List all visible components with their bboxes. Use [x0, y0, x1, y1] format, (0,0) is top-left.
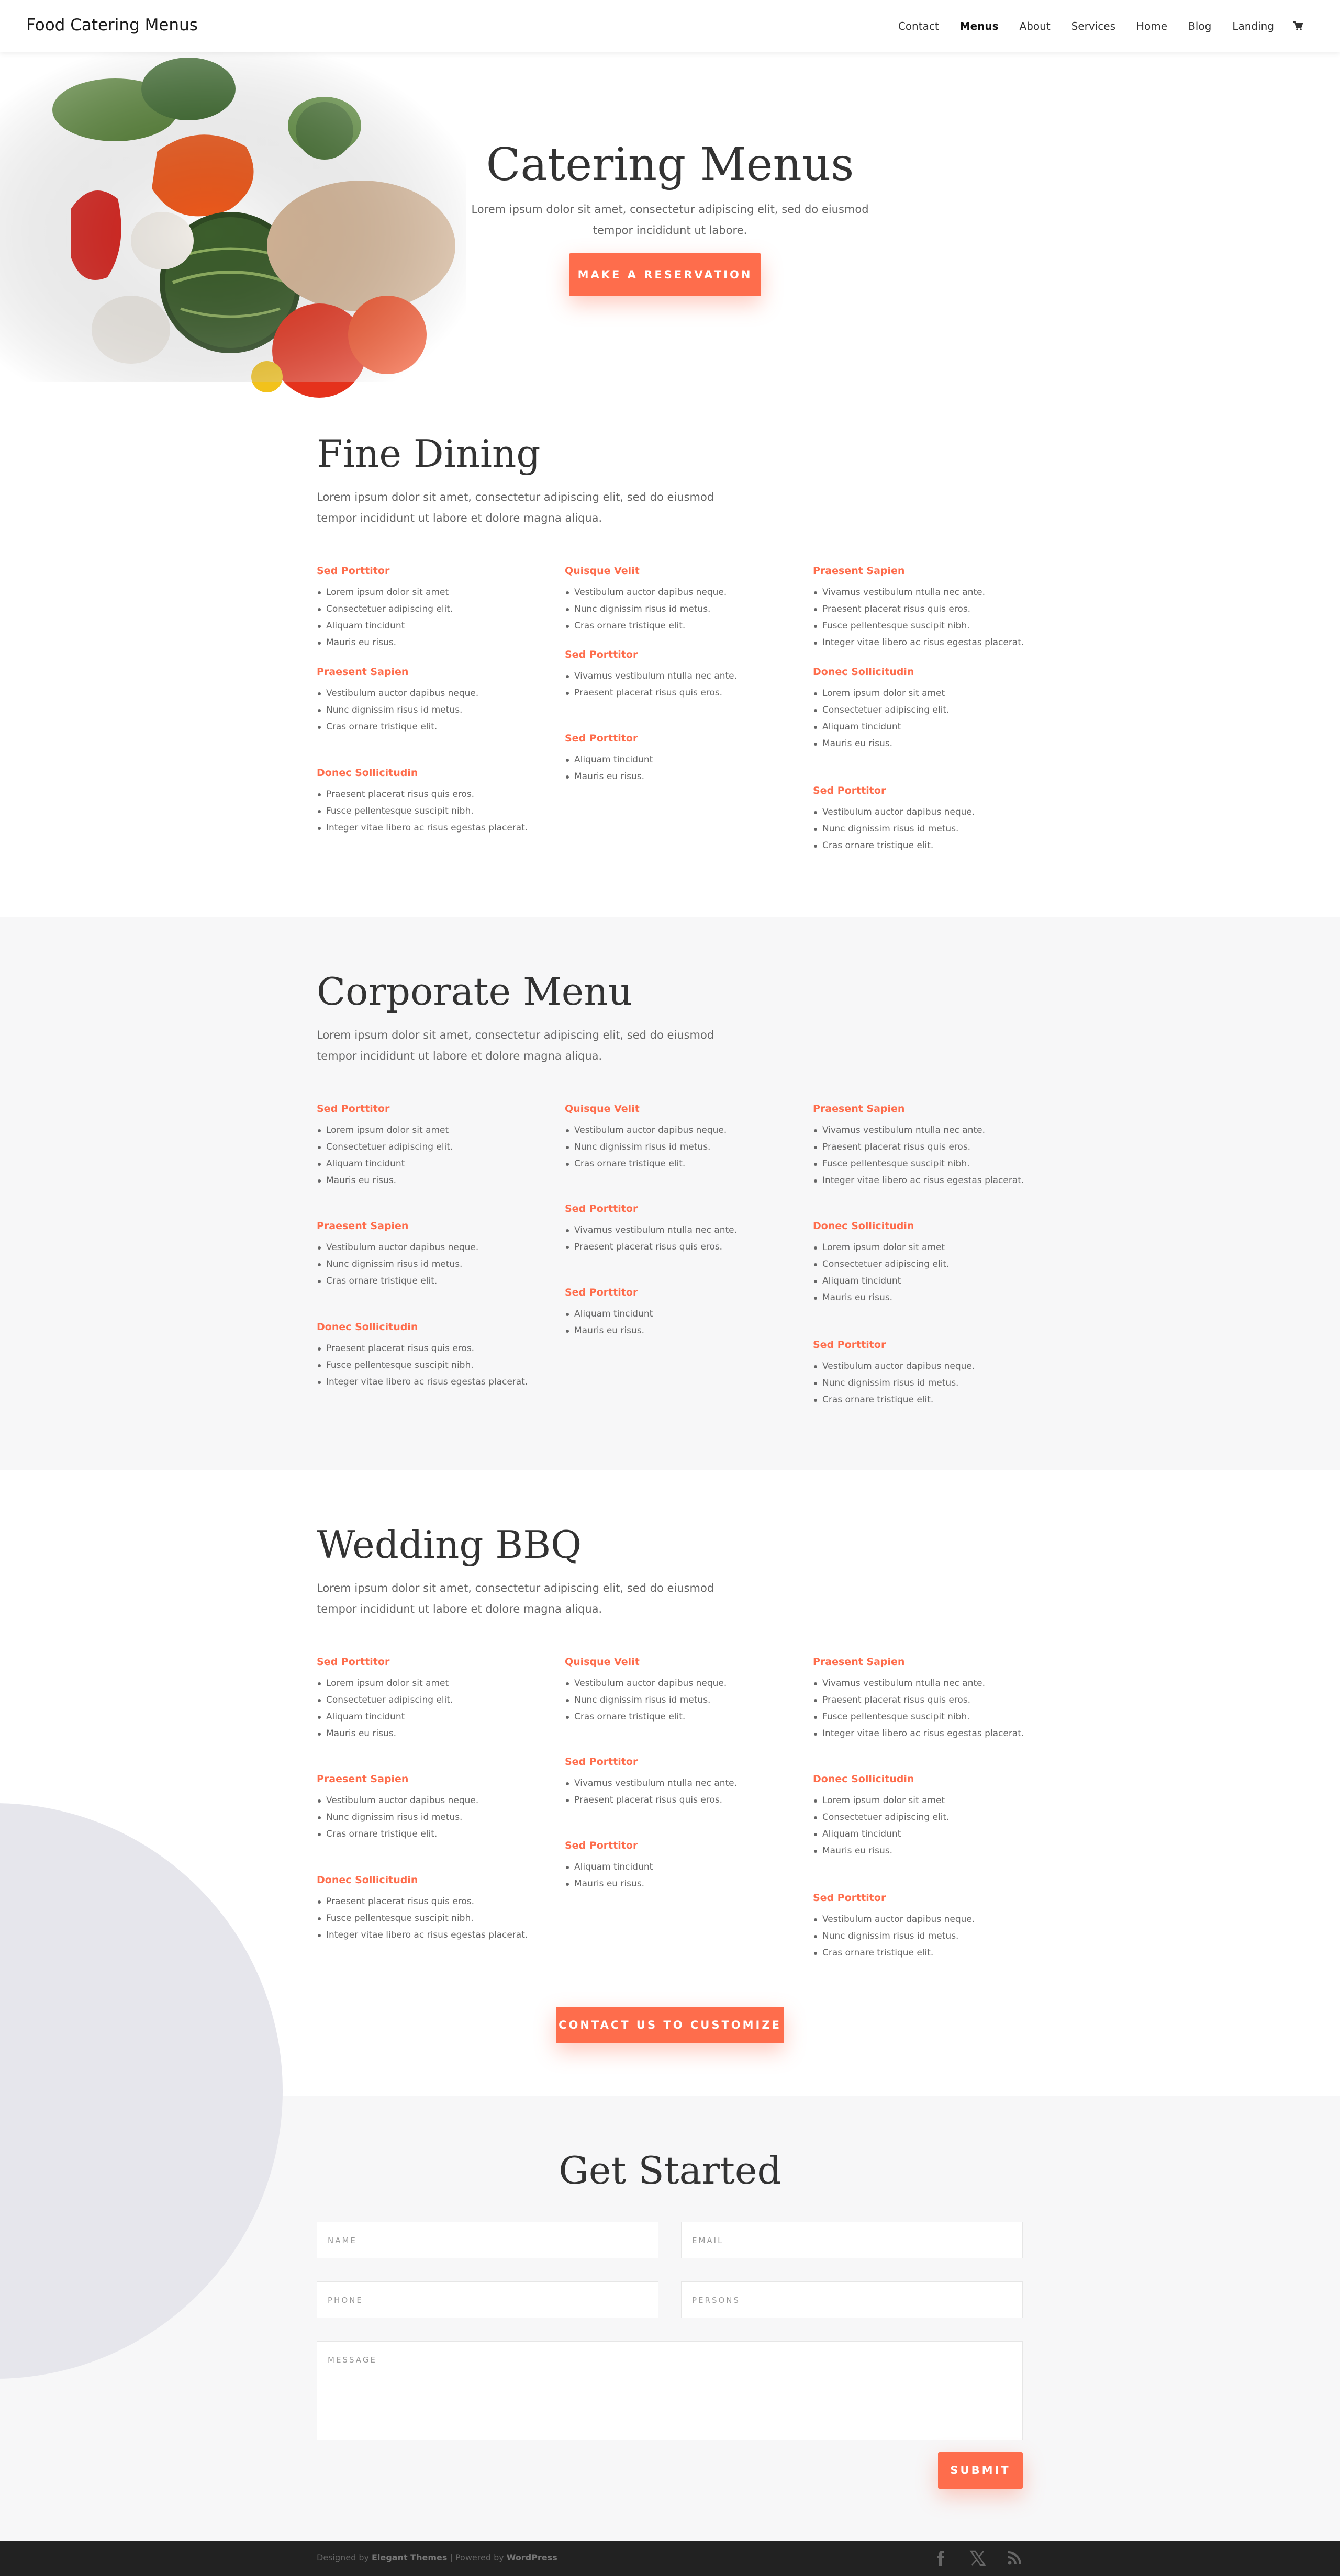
- nav-contact[interactable]: Contact: [898, 20, 939, 32]
- hero-section: [0, 52, 1340, 382]
- category-list: [317, 1340, 537, 1390]
- category-list: [565, 584, 785, 634]
- list-item: Mauris eu risus.: [565, 768, 785, 785]
- list-item: Mauris eu risus.: [565, 1875, 785, 1892]
- nav-blog[interactable]: Blog: [1188, 20, 1212, 32]
- category-list: [317, 1893, 537, 1943]
- category-title: Praesent Sapien: [317, 1773, 409, 1785]
- category-title: Donec Sollicitudin: [813, 666, 914, 678]
- category-title: Sed Porttitor: [813, 785, 886, 796]
- category-title: Sed Porttitor: [317, 1656, 390, 1668]
- list-item: Fusce pellentesque suscipit nibh.: [317, 803, 537, 819]
- section-title: Corporate Menu: [317, 970, 633, 1014]
- list-item: Consectetuer adipiscing elit.: [813, 1809, 1033, 1826]
- category-list: [813, 1792, 1033, 1859]
- category-title: Praesent Sapien: [813, 1656, 905, 1668]
- list-item: Mauris eu risus.: [317, 1725, 537, 1742]
- list-item: Vivamus vestibulum ntulla nec ante.: [813, 584, 1033, 601]
- powered-by-label: Powered by: [455, 2552, 504, 2562]
- menu-category: [317, 565, 537, 648]
- category-list: [813, 1358, 1033, 1408]
- category-list: [565, 1122, 785, 1172]
- category-title: Donec Sollicitudin: [317, 1321, 418, 1333]
- category-title: Sed Porttitor: [565, 1840, 638, 1851]
- list-item: Integer vitae libero ac risus egestas placerat.: [813, 1172, 1033, 1189]
- list-item: Vivamus vestibulum ntulla nec ante.: [813, 1122, 1033, 1139]
- section-title: Wedding BBQ: [317, 1523, 582, 1567]
- hero-text: Lorem ipsum dolor sit amet, consectetur adipiscing elit, sed do eiusmod tempor incididunt ut labore.: [471, 203, 869, 237]
- site-footer: [0, 2541, 1340, 2576]
- list-item: Mauris eu risus.: [813, 735, 1033, 752]
- list-item: Fusce pellentesque suscipit nibh.: [813, 1155, 1033, 1172]
- list-item: Lorem ipsum dolor sit amet: [813, 1792, 1033, 1809]
- persons-field[interactable]: PERSONS: [681, 2281, 1023, 2318]
- site-logo[interactable]: Food Catering Menus: [26, 16, 198, 35]
- list-item: Praesent placerat risus quis eros.: [565, 1239, 785, 1255]
- list-item: Cras ornare tristique elit.: [813, 1391, 1033, 1408]
- list-item: Vivamus vestibulum ntulla nec ante.: [565, 1775, 785, 1792]
- category-list: [317, 685, 537, 735]
- list-item: Praesent placerat risus quis eros.: [565, 1792, 785, 1808]
- list-item: Nunc dignissim risus id metus.: [565, 1139, 785, 1155]
- category-list: [813, 584, 1033, 648]
- category-list: [317, 1792, 537, 1842]
- category-list: [565, 668, 785, 701]
- corporate-menu-section: [0, 917, 1340, 1470]
- list-item: Nunc dignissim risus id metus.: [813, 820, 1033, 837]
- category-list: [565, 1675, 785, 1725]
- nav-services[interactable]: Services: [1071, 20, 1116, 32]
- list-item: Cras ornare tristique elit.: [813, 1944, 1033, 1961]
- list-item: Praesent placerat risus quis eros.: [317, 1893, 537, 1910]
- menu-category: [565, 733, 785, 785]
- social-links: [913, 2549, 1023, 2567]
- category-title: Donec Sollicitudin: [813, 1220, 914, 1232]
- x-icon[interactable]: [969, 2549, 987, 2567]
- list-item: Vivamus vestibulum ntulla nec ante.: [565, 668, 785, 684]
- list-item: Consectetuer adipiscing elit.: [813, 702, 1033, 718]
- designed-by-label: Designed by: [317, 2552, 369, 2562]
- list-item: Praesent placerat risus quis eros.: [565, 684, 785, 701]
- list-item: Nunc dignissim risus id metus.: [813, 1928, 1033, 1944]
- list-item: Consectetuer adipiscing elit.: [317, 1139, 537, 1155]
- category-list: [813, 685, 1033, 752]
- site-header: [0, 0, 1340, 52]
- menu-category: [317, 1220, 537, 1289]
- menu-category: [813, 1773, 1033, 1859]
- category-title: Sed Porttitor: [317, 565, 390, 577]
- category-title: Sed Porttitor: [813, 1339, 886, 1351]
- menu-category: [565, 1203, 785, 1255]
- list-item: Cras ornare tristique elit.: [317, 1826, 537, 1842]
- list-item: Integer vitae libero ac risus egestas placerat.: [317, 1374, 537, 1390]
- list-item: Consectetuer adipiscing elit.: [317, 1692, 537, 1708]
- list-item: Vivamus vestibulum ntulla nec ante.: [813, 1675, 1033, 1692]
- list-item: Praesent placerat risus quis eros.: [813, 1692, 1033, 1708]
- list-item: Fusce pellentesque suscipit nibh.: [813, 617, 1033, 634]
- make-reservation-button[interactable]: MAKE A RESERVATION: [569, 253, 761, 296]
- nav-menus[interactable]: Menus: [959, 20, 999, 32]
- category-title: Sed Porttitor: [317, 1103, 390, 1115]
- submit-button[interactable]: SUBMIT: [938, 2452, 1023, 2489]
- category-title: Quisque Velit: [565, 1656, 640, 1668]
- section-intro: Lorem ipsum dolor sit amet, consectetur adipiscing elit, sed do eiusmod tempor incididunt ut labore et dolore magna aliqua.: [317, 1029, 714, 1062]
- list-item: Integer vitae libero ac risus egestas placerat.: [317, 1927, 537, 1943]
- list-item: Praesent placerat risus quis eros.: [317, 786, 537, 803]
- facebook-icon[interactable]: [932, 2549, 950, 2567]
- menu-category: [317, 1656, 537, 1742]
- category-title: Sed Porttitor: [565, 733, 638, 744]
- name-field[interactable]: NAME: [317, 2222, 658, 2258]
- rss-icon[interactable]: [1006, 2549, 1023, 2567]
- menu-category: [317, 767, 537, 836]
- list-item: Cras ornare tristique elit.: [565, 1708, 785, 1725]
- list-item: Aliquam tincidunt: [565, 751, 785, 768]
- list-item: Integer vitae libero ac risus egestas placerat.: [813, 634, 1033, 651]
- category-list: [813, 1239, 1033, 1306]
- menu-category: [565, 1103, 785, 1172]
- category-list: [813, 1911, 1033, 1961]
- separator: |: [450, 2552, 453, 2562]
- nav-home[interactable]: Home: [1136, 20, 1168, 32]
- list-item: Vestibulum auctor dapibus neque.: [317, 1239, 537, 1256]
- menu-category: [813, 785, 1033, 854]
- list-item: Cras ornare tristique elit.: [317, 1273, 537, 1289]
- menu-category: [317, 1874, 537, 1943]
- footer-credits: [317, 2552, 557, 2562]
- list-item: Mauris eu risus.: [317, 634, 537, 651]
- menu-category: [565, 565, 785, 634]
- list-item: Aliquam tincidunt: [813, 718, 1033, 735]
- list-item: Lorem ipsum dolor sit amet: [317, 1122, 537, 1139]
- hero-title: Catering Menus: [486, 139, 854, 191]
- category-title: Donec Sollicitudin: [813, 1773, 914, 1785]
- category-title: Quisque Velit: [565, 565, 640, 577]
- category-list: [565, 1775, 785, 1808]
- menu-category: [565, 1840, 785, 1892]
- category-title: Praesent Sapien: [813, 565, 905, 577]
- menu-category: [565, 1287, 785, 1339]
- category-title: Praesent Sapien: [813, 1103, 905, 1115]
- category-title: Praesent Sapien: [317, 666, 409, 678]
- list-item: Nunc dignissim risus id metus.: [317, 702, 537, 718]
- category-list: [565, 1222, 785, 1255]
- list-item: Praesent placerat risus quis eros.: [813, 1139, 1033, 1155]
- category-title: Sed Porttitor: [565, 1203, 638, 1214]
- list-item: Lorem ipsum dolor sit amet: [813, 1239, 1033, 1256]
- list-item: Vivamus vestibulum ntulla nec ante.: [565, 1222, 785, 1239]
- menu-category: [813, 1339, 1033, 1408]
- list-item: Praesent placerat risus quis eros.: [813, 601, 1033, 617]
- list-item: Cras ornare tristique elit.: [565, 1155, 785, 1172]
- list-item: Aliquam tincidunt: [565, 1306, 785, 1322]
- list-item: Vestibulum auctor dapibus neque.: [813, 1911, 1033, 1928]
- category-list: [317, 1122, 537, 1189]
- vegetable-basket-image: [0, 52, 466, 382]
- get-started-section: [0, 2096, 1340, 2541]
- list-item: Fusce pellentesque suscipit nibh.: [317, 1910, 537, 1927]
- category-title: Sed Porttitor: [565, 1287, 638, 1298]
- list-item: Aliquam tincidunt: [565, 1859, 785, 1875]
- list-item: Aliquam tincidunt: [813, 1273, 1033, 1289]
- list-item: Consectetuer adipiscing elit.: [813, 1256, 1033, 1273]
- list-item: Cras ornare tristique elit.: [317, 718, 537, 735]
- menu-category: [565, 1756, 785, 1808]
- list-item: Vestibulum auctor dapibus neque.: [317, 685, 537, 702]
- list-item: Nunc dignissim risus id metus.: [813, 1375, 1033, 1391]
- category-list: [317, 584, 537, 648]
- section-intro: Lorem ipsum dolor sit amet, consectetur adipiscing elit, sed do eiusmod tempor incididunt ut labore et dolore magna aliqua.: [317, 491, 714, 524]
- email-field[interactable]: EMAIL: [681, 2222, 1023, 2258]
- phone-field[interactable]: PHONE: [317, 2281, 658, 2318]
- list-item: Mauris eu risus.: [813, 1289, 1033, 1306]
- list-item: Cras ornare tristique elit.: [813, 837, 1033, 854]
- list-item: Vestibulum auctor dapibus neque.: [813, 1358, 1033, 1375]
- menu-category: [813, 1220, 1033, 1306]
- list-item: Vestibulum auctor dapibus neque.: [565, 584, 785, 601]
- fine-dining-section: [0, 382, 1340, 917]
- list-item: Aliquam tincidunt: [317, 1155, 537, 1172]
- list-item: Praesent placerat risus quis eros.: [317, 1340, 537, 1357]
- menu-category: [565, 1656, 785, 1725]
- menu-category: [813, 1892, 1033, 1961]
- nav-landing[interactable]: Landing: [1232, 20, 1274, 32]
- list-item: Integer vitae libero ac risus egestas placerat.: [813, 1725, 1033, 1742]
- category-list: [317, 1675, 537, 1742]
- list-item: Nunc dignissim risus id metus.: [565, 601, 785, 617]
- category-title: Sed Porttitor: [813, 1892, 886, 1904]
- list-item: Cras ornare tristique elit.: [565, 617, 785, 634]
- list-item: Nunc dignissim risus id metus.: [317, 1809, 537, 1826]
- list-item: Mauris eu risus.: [317, 1172, 537, 1189]
- list-item: Nunc dignissim risus id metus.: [565, 1692, 785, 1708]
- section-intro: Lorem ipsum dolor sit amet, consectetur adipiscing elit, sed do eiusmod tempor incididunt ut labore et dolore magna aliqua.: [317, 1582, 714, 1615]
- list-item: Mauris eu risus.: [813, 1842, 1033, 1859]
- list-item: Mauris eu risus.: [565, 1322, 785, 1339]
- category-title: Donec Sollicitudin: [317, 767, 418, 779]
- category-list: [565, 1306, 785, 1339]
- list-item: Vestibulum auctor dapibus neque.: [565, 1675, 785, 1692]
- category-title: Quisque Velit: [565, 1103, 640, 1115]
- category-list: [813, 1675, 1033, 1742]
- menu-category: [813, 1103, 1033, 1189]
- designer-link[interactable]: Elegant Themes: [372, 2552, 448, 2562]
- category-list: [565, 1859, 785, 1892]
- menu-category: [317, 1321, 537, 1390]
- contact-us-to-customize-button[interactable]: CONTACT US TO CUSTOMIZE: [556, 2007, 784, 2043]
- menu-category: [317, 666, 537, 735]
- category-list: [813, 804, 1033, 854]
- list-item: Lorem ipsum dolor sit amet: [813, 685, 1033, 702]
- menu-category: [317, 1773, 537, 1842]
- category-title: Sed Porttitor: [565, 649, 638, 660]
- list-item: Aliquam tincidunt: [317, 1708, 537, 1725]
- list-item: Lorem ipsum dolor sit amet: [317, 1675, 537, 1692]
- message-field[interactable]: MESSAGE: [317, 2341, 1023, 2440]
- list-item: Nunc dignissim risus id metus.: [317, 1256, 537, 1273]
- list-item: Fusce pellentesque suscipit nibh.: [813, 1708, 1033, 1725]
- category-list: [317, 1239, 537, 1289]
- cart-icon[interactable]: [1293, 21, 1303, 31]
- menu-category: [813, 666, 1033, 752]
- list-item: Vestibulum auctor dapibus neque.: [565, 1122, 785, 1139]
- platform-link[interactable]: WordPress: [506, 2552, 557, 2562]
- category-list: [565, 751, 785, 785]
- menu-category: [813, 1656, 1033, 1742]
- list-item: Lorem ipsum dolor sit amet: [317, 584, 537, 601]
- menu-category: [813, 565, 1033, 648]
- menu-category: [565, 649, 785, 701]
- category-title: Sed Porttitor: [565, 1756, 638, 1768]
- category-title: Donec Sollicitudin: [317, 1874, 418, 1886]
- main-nav: [877, 20, 1303, 32]
- list-item: Vestibulum auctor dapibus neque.: [317, 1792, 537, 1809]
- list-item: Consectetuer adipiscing elit.: [317, 601, 537, 617]
- list-item: Aliquam tincidunt: [813, 1826, 1033, 1842]
- nav-about[interactable]: About: [1019, 20, 1051, 32]
- list-item: Integer vitae libero ac risus egestas placerat.: [317, 819, 537, 836]
- category-list: [813, 1122, 1033, 1189]
- category-list: [317, 786, 537, 836]
- section-title: Fine Dining: [317, 432, 541, 476]
- category-title: Praesent Sapien: [317, 1220, 409, 1232]
- section-title: Get Started: [559, 2148, 781, 2192]
- list-item: Fusce pellentesque suscipit nibh.: [317, 1357, 537, 1374]
- menu-category: [317, 1103, 537, 1189]
- list-item: Vestibulum auctor dapibus neque.: [813, 804, 1033, 820]
- list-item: Aliquam tincidunt: [317, 617, 537, 634]
